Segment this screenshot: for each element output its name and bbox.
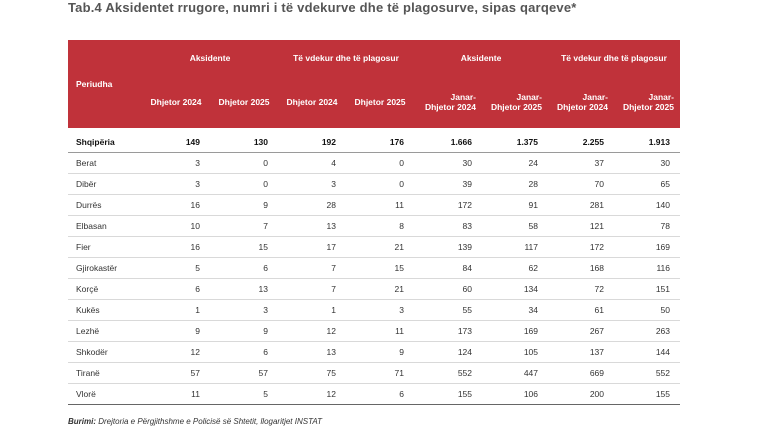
table-cell: 11	[346, 195, 414, 216]
table-cell: 3	[142, 153, 210, 174]
table-cell: 117	[482, 237, 548, 258]
table-row	[68, 384, 680, 405]
table-cell: 39	[414, 174, 482, 195]
table-cell: 11	[142, 384, 210, 405]
table-cell: 9	[346, 342, 414, 363]
table-cell: 8	[346, 216, 414, 237]
table-cell: 75	[278, 363, 346, 384]
table-cell: 57	[210, 363, 278, 384]
table-cell: 4	[278, 153, 346, 174]
table-cell: 1.375	[482, 132, 548, 153]
region-name: Shkodër	[68, 342, 142, 363]
table-cell: 172	[414, 195, 482, 216]
table-cell: 0	[346, 174, 414, 195]
table-cell: 3	[210, 300, 278, 321]
table-cell: 3	[142, 174, 210, 195]
table-cell: 263	[614, 321, 680, 342]
table-row	[68, 342, 680, 363]
table-cell: 70	[548, 174, 614, 195]
table-row	[68, 363, 680, 384]
table-cell: 13	[278, 342, 346, 363]
table-cell: 13	[210, 279, 278, 300]
table-row	[68, 321, 680, 342]
table-cell: 200	[548, 384, 614, 405]
table-cell: 91	[482, 195, 548, 216]
header-col-6: Janar- Dhjetor 2025	[482, 76, 548, 128]
header-group-accidents-year: Aksidente	[414, 40, 548, 76]
table-row-total	[68, 132, 680, 153]
table-cell: 13	[278, 216, 346, 237]
table-cell: 1	[278, 300, 346, 321]
table-cell: 121	[548, 216, 614, 237]
region-name: Durrës	[68, 195, 142, 216]
region-name: Gjirokastër	[68, 258, 142, 279]
region-name: Vlorë	[68, 384, 142, 405]
table-cell: 7	[278, 258, 346, 279]
table-body	[68, 128, 680, 405]
table-cell: 71	[346, 363, 414, 384]
header-col-1: Dhjetor 2024	[142, 76, 210, 128]
header-group-accidents-month: Aksidente	[142, 40, 278, 76]
table-cell: 62	[482, 258, 548, 279]
table-cell: 0	[210, 153, 278, 174]
table-cell: 9	[210, 195, 278, 216]
table-cell: 0	[346, 153, 414, 174]
table-cell: 16	[142, 195, 210, 216]
table-cell: 130	[210, 132, 278, 153]
table-cell: 173	[414, 321, 482, 342]
table-cell: 176	[346, 132, 414, 153]
header-group-casualties-month: Të vdekur dhe të plagosur	[278, 40, 414, 76]
table-cell: 267	[548, 321, 614, 342]
table-cell: 447	[482, 363, 548, 384]
table-row	[68, 237, 680, 258]
table-cell: 139	[414, 237, 482, 258]
table-row	[68, 258, 680, 279]
table-cell: 21	[346, 279, 414, 300]
table-cell: 552	[414, 363, 482, 384]
table-row	[68, 279, 680, 300]
region-name: Fier	[68, 237, 142, 258]
table-cell: 34	[482, 300, 548, 321]
table-cell: 9	[210, 321, 278, 342]
table-cell: 6	[210, 258, 278, 279]
table-cell: 78	[614, 216, 680, 237]
table-cell: 140	[614, 195, 680, 216]
table-cell: 28	[278, 195, 346, 216]
header-col-5: Janar- Dhjetor 2024	[414, 76, 482, 128]
table-cell: 1	[142, 300, 210, 321]
table-cell: 151	[614, 279, 680, 300]
table-cell: 15	[346, 258, 414, 279]
table-cell: 28	[482, 174, 548, 195]
table-cell: 0	[210, 174, 278, 195]
table-cell: 3	[346, 300, 414, 321]
table-cell: 83	[414, 216, 482, 237]
header-col-7: Janar- Dhjetor 2024	[548, 76, 614, 128]
source-note: Burimi: Drejtoria e Përgjithshme e Policisë së Shtetit, llogaritjet INSTAT	[68, 417, 323, 426]
table-cell: 192	[278, 132, 346, 153]
region-name: Korçë	[68, 279, 142, 300]
region-name: Dibër	[68, 174, 142, 195]
table-cell: 65	[614, 174, 680, 195]
region-name: Elbasan	[68, 216, 142, 237]
region-name: Berat	[68, 153, 142, 174]
header-col-2: Dhjetor 2025	[210, 76, 278, 128]
table-cell: 281	[548, 195, 614, 216]
table-cell: 1.913	[614, 132, 680, 153]
table-cell: 5	[210, 384, 278, 405]
header-col-3: Dhjetor 2024	[278, 76, 346, 128]
table-cell: 149	[142, 132, 210, 153]
table-title: Tab.4 Aksidentet rrugore, numri i të vdekurve dhe të plagosurve, sipas qarqeve*	[68, 0, 577, 15]
table-cell: 116	[614, 258, 680, 279]
header-period: Periudha	[68, 40, 142, 128]
table-cell: 155	[414, 384, 482, 405]
region-name: Lezhë	[68, 321, 142, 342]
header-group-casualties-year: Të vdekur dhe të plagosur	[548, 40, 680, 76]
region-name: Tiranë	[68, 363, 142, 384]
table-row	[68, 153, 680, 174]
table-cell: 30	[614, 153, 680, 174]
header-col-4: Dhjetor 2025	[346, 76, 414, 128]
table-cell: 6	[210, 342, 278, 363]
table-row	[68, 300, 680, 321]
table-cell: 105	[482, 342, 548, 363]
header-row-groups	[68, 40, 680, 76]
table-cell: 1.666	[414, 132, 482, 153]
table-cell: 144	[614, 342, 680, 363]
table-cell: 12	[278, 384, 346, 405]
table-cell: 16	[142, 237, 210, 258]
table-cell: 169	[482, 321, 548, 342]
table-row	[68, 174, 680, 195]
table-cell: 57	[142, 363, 210, 384]
table-cell: 58	[482, 216, 548, 237]
table-cell: 17	[278, 237, 346, 258]
table-cell: 37	[548, 153, 614, 174]
table-cell: 60	[414, 279, 482, 300]
region-name: Shqipëria	[68, 132, 142, 153]
table-cell: 61	[548, 300, 614, 321]
region-name: Kukës	[68, 300, 142, 321]
table-cell: 2.255	[548, 132, 614, 153]
table-cell: 137	[548, 342, 614, 363]
table-cell: 106	[482, 384, 548, 405]
table-row	[68, 195, 680, 216]
table-cell: 172	[548, 237, 614, 258]
table-cell: 7	[278, 279, 346, 300]
table-cell: 24	[482, 153, 548, 174]
header-row-periods	[68, 76, 680, 128]
table-cell: 3	[278, 174, 346, 195]
table-cell: 12	[278, 321, 346, 342]
table-row	[68, 216, 680, 237]
table-cell: 50	[614, 300, 680, 321]
table-cell: 55	[414, 300, 482, 321]
table-cell: 5	[142, 258, 210, 279]
table-cell: 72	[548, 279, 614, 300]
table-cell: 21	[346, 237, 414, 258]
table-cell: 6	[346, 384, 414, 405]
table-cell: 169	[614, 237, 680, 258]
table-cell: 168	[548, 258, 614, 279]
table-cell: 15	[210, 237, 278, 258]
table-cell: 155	[614, 384, 680, 405]
table-cell: 10	[142, 216, 210, 237]
table-cell: 12	[142, 342, 210, 363]
table-cell: 552	[614, 363, 680, 384]
table-cell: 84	[414, 258, 482, 279]
table-cell: 124	[414, 342, 482, 363]
table-cell: 9	[142, 321, 210, 342]
statistics-table	[68, 40, 680, 405]
table-cell: 134	[482, 279, 548, 300]
table-cell: 669	[548, 363, 614, 384]
table-cell: 30	[414, 153, 482, 174]
table-cell: 11	[346, 321, 414, 342]
table-cell: 7	[210, 216, 278, 237]
table-cell: 6	[142, 279, 210, 300]
header-col-8: Janar- Dhjetor 2025	[614, 76, 680, 128]
